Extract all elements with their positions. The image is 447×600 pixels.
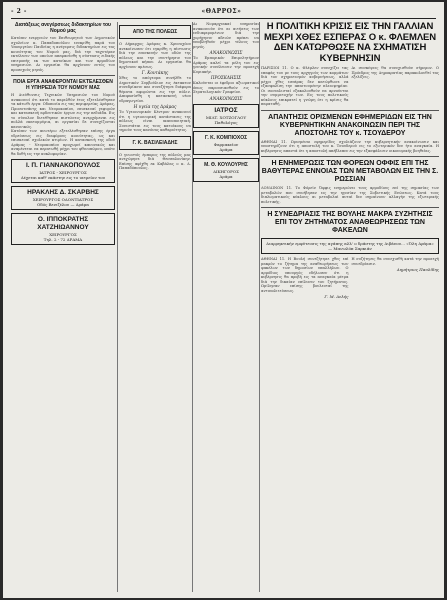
ad-title: Μ. Θ. ΚΟΥΛΟΥΡΗΣ xyxy=(204,161,248,168)
article-body: Κατόπιν των ανωτέρω εξετελέσθησαν επίσης έργα υδρεύσεως εις διαφόρους κοινότητας, ως και επισκευαί σχολικών κτιρίων. Η κατασκευή της οδού Δράμας - Νευροκοπίου προχωρεί κανονικώς και αναμένεται να περατωθή μέχρι του φθινοπώρου, οπότε θα δοθή εις την κυκλοφορίαν. xyxy=(11,129,115,156)
article-body: Ο Δήμαρχος Δράμας κ. Χρυσοχόου ανεκοίνωσεν ότι εγκρίθη η πίστωσις διά την επισκευήν των οδών της πόλεως και την συντήρησιν του δημοτικού κήπου. Αι εργασίαι θα αρχίσουν αμέσως. xyxy=(119,42,191,69)
headline: Η ΣΥΝΕΔΡΙΑΣΙΣ ΤΗΣ ΒΟΥΛΗΣ ΜΑΚΡΑ ΣΥΖΗΤΗΣΙΣ ΕΠΙ ΤΟΥ ΖΗΤΗΜΑΤΟΣ ΑΝΑΘΕΩΡΗΣΕΩΣ ΤΩΝ ΦΑΚΕΛΩΝ xyxy=(267,211,433,234)
advertisement xyxy=(119,136,191,150)
headline: ΠΟΙΑ ΕΡΓΑ ΑΝΑΦΕΡΟΝΤΑΙ ΕΚΤΕΛΕΣΘΕΝ Η ΥΠΗΡΕΣΙΑ ΤΟΥ ΝΟΜΟΥ ΜΑΣ xyxy=(13,79,113,91)
article-body: ΑΘΗΝΑΙ 11. Η Βουλή συνεζήτησε χθες επί μακρόν το ζήτημα της αναθεωρήσεως των φακέλων των δημοσίων υπαλλήλων. Ο αρμόδιος υπουργός εδήλωσεν ότι η κυβέρνησις θα προβή εις τα αναγκαία μέτρα διά την δικαίαν επίλυσιν του ζητήματος. Ωμίλησαν επίσης βουλευταί της αντιπολιτεύσεως. xyxy=(261,257,349,293)
ad-subtitle: ΙΑΤΡΟΣ - ΧΕΙΡΟΥΡΓΟΣ xyxy=(39,170,87,175)
article-body: Το Υγειονομικόν Κέντρον ανακοινοί ότι η υγειονομική κατάστασις της πόλεως είναι ικανοποιητική. Συνιστάται εις τους κατοίκους να τηρούν τους κανόνας καθαριότητος. xyxy=(119,110,191,132)
column-rule xyxy=(259,22,260,592)
subhead: ΠΡΟΣΚΛΗΣΙΣ xyxy=(210,75,242,80)
subhead: ΑΝΑΚΟΙΝΩΣΙΣ xyxy=(209,95,243,101)
column-3 xyxy=(193,22,259,592)
section-title: ΑΠΟ ΤΗΣ ΠΟΛΕΩΣ xyxy=(132,29,178,35)
article-body: Το Εμπορικόν Επιμελητήριον Δράμας καλεί τα μέλη του εις γενικήν συνέλευσιν την προσεχή Κυριακήν. xyxy=(193,56,259,74)
headline: Διατάξεως ανεγέρσεως διδακτηρίων του Νομού μας xyxy=(15,22,111,34)
article-body: Αι Νομαρχιακαί υπηρεσίαι ανακοινούν ότι αι αιτήσεις των ενδιαφερομένων διά την χορήγησιν αδειών πρέπει να υποβληθούν μέχρι τέλους του μηνός. xyxy=(193,22,259,49)
ad-subtitle: ΜΙΛΤ. ΧΟΤΖΟΓΛΟΥ xyxy=(205,114,247,120)
ad-title: Γ. Κ. ΒΑΣΙΛΕΙΑΔΗΣ xyxy=(132,139,178,146)
newspaper-page xyxy=(3,2,444,598)
subhead: ΑΝΑΚΟΙΝΩΣΙΣ xyxy=(209,50,243,55)
ad-text: Δέχεται καθ' εκάστην εις το ιατρείον του xyxy=(20,175,106,180)
article-body: Καλούνται οι έφεδροι αξιωματικοί όπως παρουσιασθούν εις το Στρατολογικόν Γραφείον. xyxy=(193,81,259,94)
byline: Δημήτριος Παυλίδης xyxy=(396,267,439,272)
ad-subtitle: Φαρμακείον xyxy=(213,141,239,147)
advertisement xyxy=(11,159,115,183)
subhead: Γ. Κοντάκης xyxy=(141,70,169,75)
notice-text: Διαρρηκτικήν εμφύτευσις της αγάπης αλλ' ο δράστης της Διβάνου... «Όλη Δράμα» — Μανωλόπ Σαρκιάν xyxy=(266,241,434,251)
subhead: Η υγεία της Δράμας xyxy=(133,104,177,109)
ad-subtitle: ΧΕΙΡΟΥΡΓΟΣ xyxy=(49,232,77,237)
ad-title: ΗΡΑΚΛΗΣ Δ. ΣΚΑΡΒΗΣ xyxy=(27,189,99,196)
article-body: Η Διεύθυνσις Τεχνικών Υπηρεσιών του Νομού ανακοινοί ότι κατά το παρελθόν έτος εξετελέσθησαν τα κάτωθι έργα: Οδοποιία εις τας περιφερείας Δράμας, Προσοτσάνης και Νευροκοπίου, επισκευαί γεφυρών και κατασκευή αρδευτικών έργων εις την πεδιάδα. Εις το σύνολον διετέθησαν πιστώσεις ανερχόμεναι εις πολλά εκατομμύρια, αι εργασίαι δε συνεχίζονται κανονικώς. xyxy=(11,93,115,129)
section-header-box xyxy=(119,25,191,39)
article-body: Αι συσκέψεις θα συνεχισθούν σήμερον. Ο Πρόεδρος της Δημοκρατίας παρακολουθεί τας εξελίξεις. xyxy=(351,66,439,79)
headline: Η ΕΝΗΜΕΡΩΣΙΣ ΤΩΝ ΦΟΡΕΩΝ ΟΦΦΙΣ ΕΠΙ ΤΗΣ ΒΑΘΥΤΕΡΑΣ ΕΝΝΟΙΑΣ ΤΩΝ ΜΕΤΑΒΟΛΩΝ ΕΙΣ ΤΗΝ Σ. ΡΩΣΣΙΑΝ xyxy=(261,160,439,183)
article-body: Ο γνωστός έμπορος της πόλεώς μας ανεχώρησε διά Θεσσαλονίκην. Επίσης αφίχθη εκ Καβάλας ο κ. Δ. Παπαδόπουλος. xyxy=(119,152,191,170)
ad-text: Παθολόγος xyxy=(214,119,238,125)
article-body: ΛΟΝΔΙΝΟΝ 11. Το Φόρεϊν Όφφις ενημερώνει τους αρμοδίους επί της σημασίας των μεταβολών που συνέβησαν εις την ηγεσίαν της Σοβιετικής Ενώσεως. Κατά τους διπλωματικούς κύκλους αι μεταβολαί αυταί δεν σημαίνουν αλλαγήν της εξωτερικής πολιτικής. xyxy=(261,186,439,204)
ad-text: Δράμα xyxy=(219,173,233,179)
page-number: - 2 - xyxy=(11,7,27,15)
story-body-columns xyxy=(261,257,439,299)
ad-title: ΙΑΤΡΟΣ xyxy=(214,106,238,114)
masthead xyxy=(11,5,436,17)
advertisement xyxy=(193,131,259,155)
ad-title: Ο. ΙΠΠΟΚΡΑΤΗΣ ΧΑΤΖΗΙΩΑΝΝΟΥ xyxy=(37,216,89,231)
column-1 xyxy=(11,22,115,592)
ad-subtitle: ΔΙΚΗΓΟΡΟΣ xyxy=(213,168,239,174)
column-4 xyxy=(261,22,439,592)
masthead-rule xyxy=(11,18,436,19)
advertisement xyxy=(193,104,259,128)
lead-headline: Η ΠΟΛΙΤΙΚΗ ΚΡΙΣΙΣ ΕΙΣ ΤΗΝ ΓΑΛΛΙΑΝ ΜΕΧΡΙ ΧΘΕΣ ΕΣΠΕΡΑΣ Ο κ. ΦΛΕΜΛΕΝ ΔΕΝ ΚΑΤΩΡΘΩΣΕ ΝΑ ΣΧΗΜΑΤΙΣΗ ΚΥΒΕΡΝΗΣΙΝ xyxy=(263,22,437,64)
article-body: Η συζήτησις θα συνεχισθή κατά την προσεχή συνεδρίασιν. xyxy=(351,257,439,266)
ad-title: Ι. Π. ΓΙΑΝΝΑΚΟΠΟΥΛΟΣ xyxy=(25,162,101,169)
paper-name: «ΘΑΡΡΟΣ» xyxy=(201,7,242,15)
ad-text: Οδός Βενιζέλου — Δράμα xyxy=(36,202,90,207)
ad-text: Δράμα xyxy=(219,146,233,152)
advertisement xyxy=(11,186,115,210)
notice-box xyxy=(261,238,439,254)
lead-body-columns xyxy=(261,66,439,107)
advertisement xyxy=(193,158,259,182)
ad-subtitle: ΧΕΙΡΟΥΡΓΟΣ ΟΔΟΝΤΙΑΤΡΟΣ xyxy=(32,197,94,202)
ad-title: Γ. Κ. ΚΟΜΠΙΟΧΟΣ xyxy=(204,134,248,141)
ad-text: Τηλ. 2 - 72 ΔΡΑΜΑ xyxy=(43,237,83,242)
article-body: ΑΘΗΝΑΙ 11. Ωρισμέναι εφημερίδες σχολιάζουν την κυβερνητικήν ανακοίνωσιν και υποστηρίζουν ότι η αποστολή του κ. Τσουδερού εις το εξωτερικόν δεν ήτο αναγκαία. Η κυβέρνησις απαντά ότι η αποστολή απέβλεπεν εις την εξασφάλισιν οικονομικής βοηθείας. xyxy=(261,139,439,153)
headline: ΑΠΑΝΤΗΣΙΣ ΟΡΙΣΜΕΝΩΝ ΕΦΗΜΕΡΙΔΩΝ ΕΙΣ ΤΗΝ ΚΥΒΕΡΝΗΤΙΚΗΝ ΑΝΑΚΟΙΝΩΣΙΝ ΠΕΡΙ ΤΗΣ ΑΠΟΣΤΟΛΗΣ ΤΟΥ κ. ΤΣΟΥΔΕΡΟΥ xyxy=(268,113,432,137)
column-rule xyxy=(117,22,118,592)
advertisement xyxy=(11,213,115,245)
column-2 xyxy=(119,22,191,592)
article-body: Κατόπιν ενεργειών του Επιθεωρητού των Δημοτικών σχολείων κ. Παπαδοπούλου ενεκρίθη παρά του Υπουργείου Παιδείας η ανέγερσις διδακτηρίων εις τας κοινότητας του Νομού μας, διά την ταχυτέραν εκτέλεσιν των οποίων απεφασίσθη η σύστασις ειδικής επιτροπής εκ των κατοίκων και των αρμοδίων υπηρεσιών. Αι εργασίαι θα αρχίσουν εντός του προσεχούς μηνός. xyxy=(11,36,115,72)
article-body: ΠΑΡΙΣΙΟΙ 11. Ο κ. Φλέμλεν συνεχίζει τας επαφάς του με τους αρχηγούς των κομμάτων διά τον σχηματισμόν κυβερνήσεως, αλλά μέχρι χθες εσπέρας δεν κατώρθωσε να εξασφαλίση την απαιτουμένην πλειοψηφίαν. Οι σοσιαλισταί εξακολουθούν να αρνούνται την συμμετοχήν των. Εις τους πολιτικούς κύκλους επικρατεί η γνώμη ότι η κρίσις θα παραταθή. xyxy=(261,66,349,106)
article-body: Χθες το απόγευμα συνήλθε το Δημοτικόν Συμβούλιον εις έκτακτον συνεδρίασιν και συνεζήτησε διάφορα θέματα αφορώντα εις την πόλιν. Απεφασίσθη η κατασκευή νέου υδραγωγείου. xyxy=(119,76,191,103)
byline: Γ. Μ. Δελής xyxy=(324,294,349,299)
